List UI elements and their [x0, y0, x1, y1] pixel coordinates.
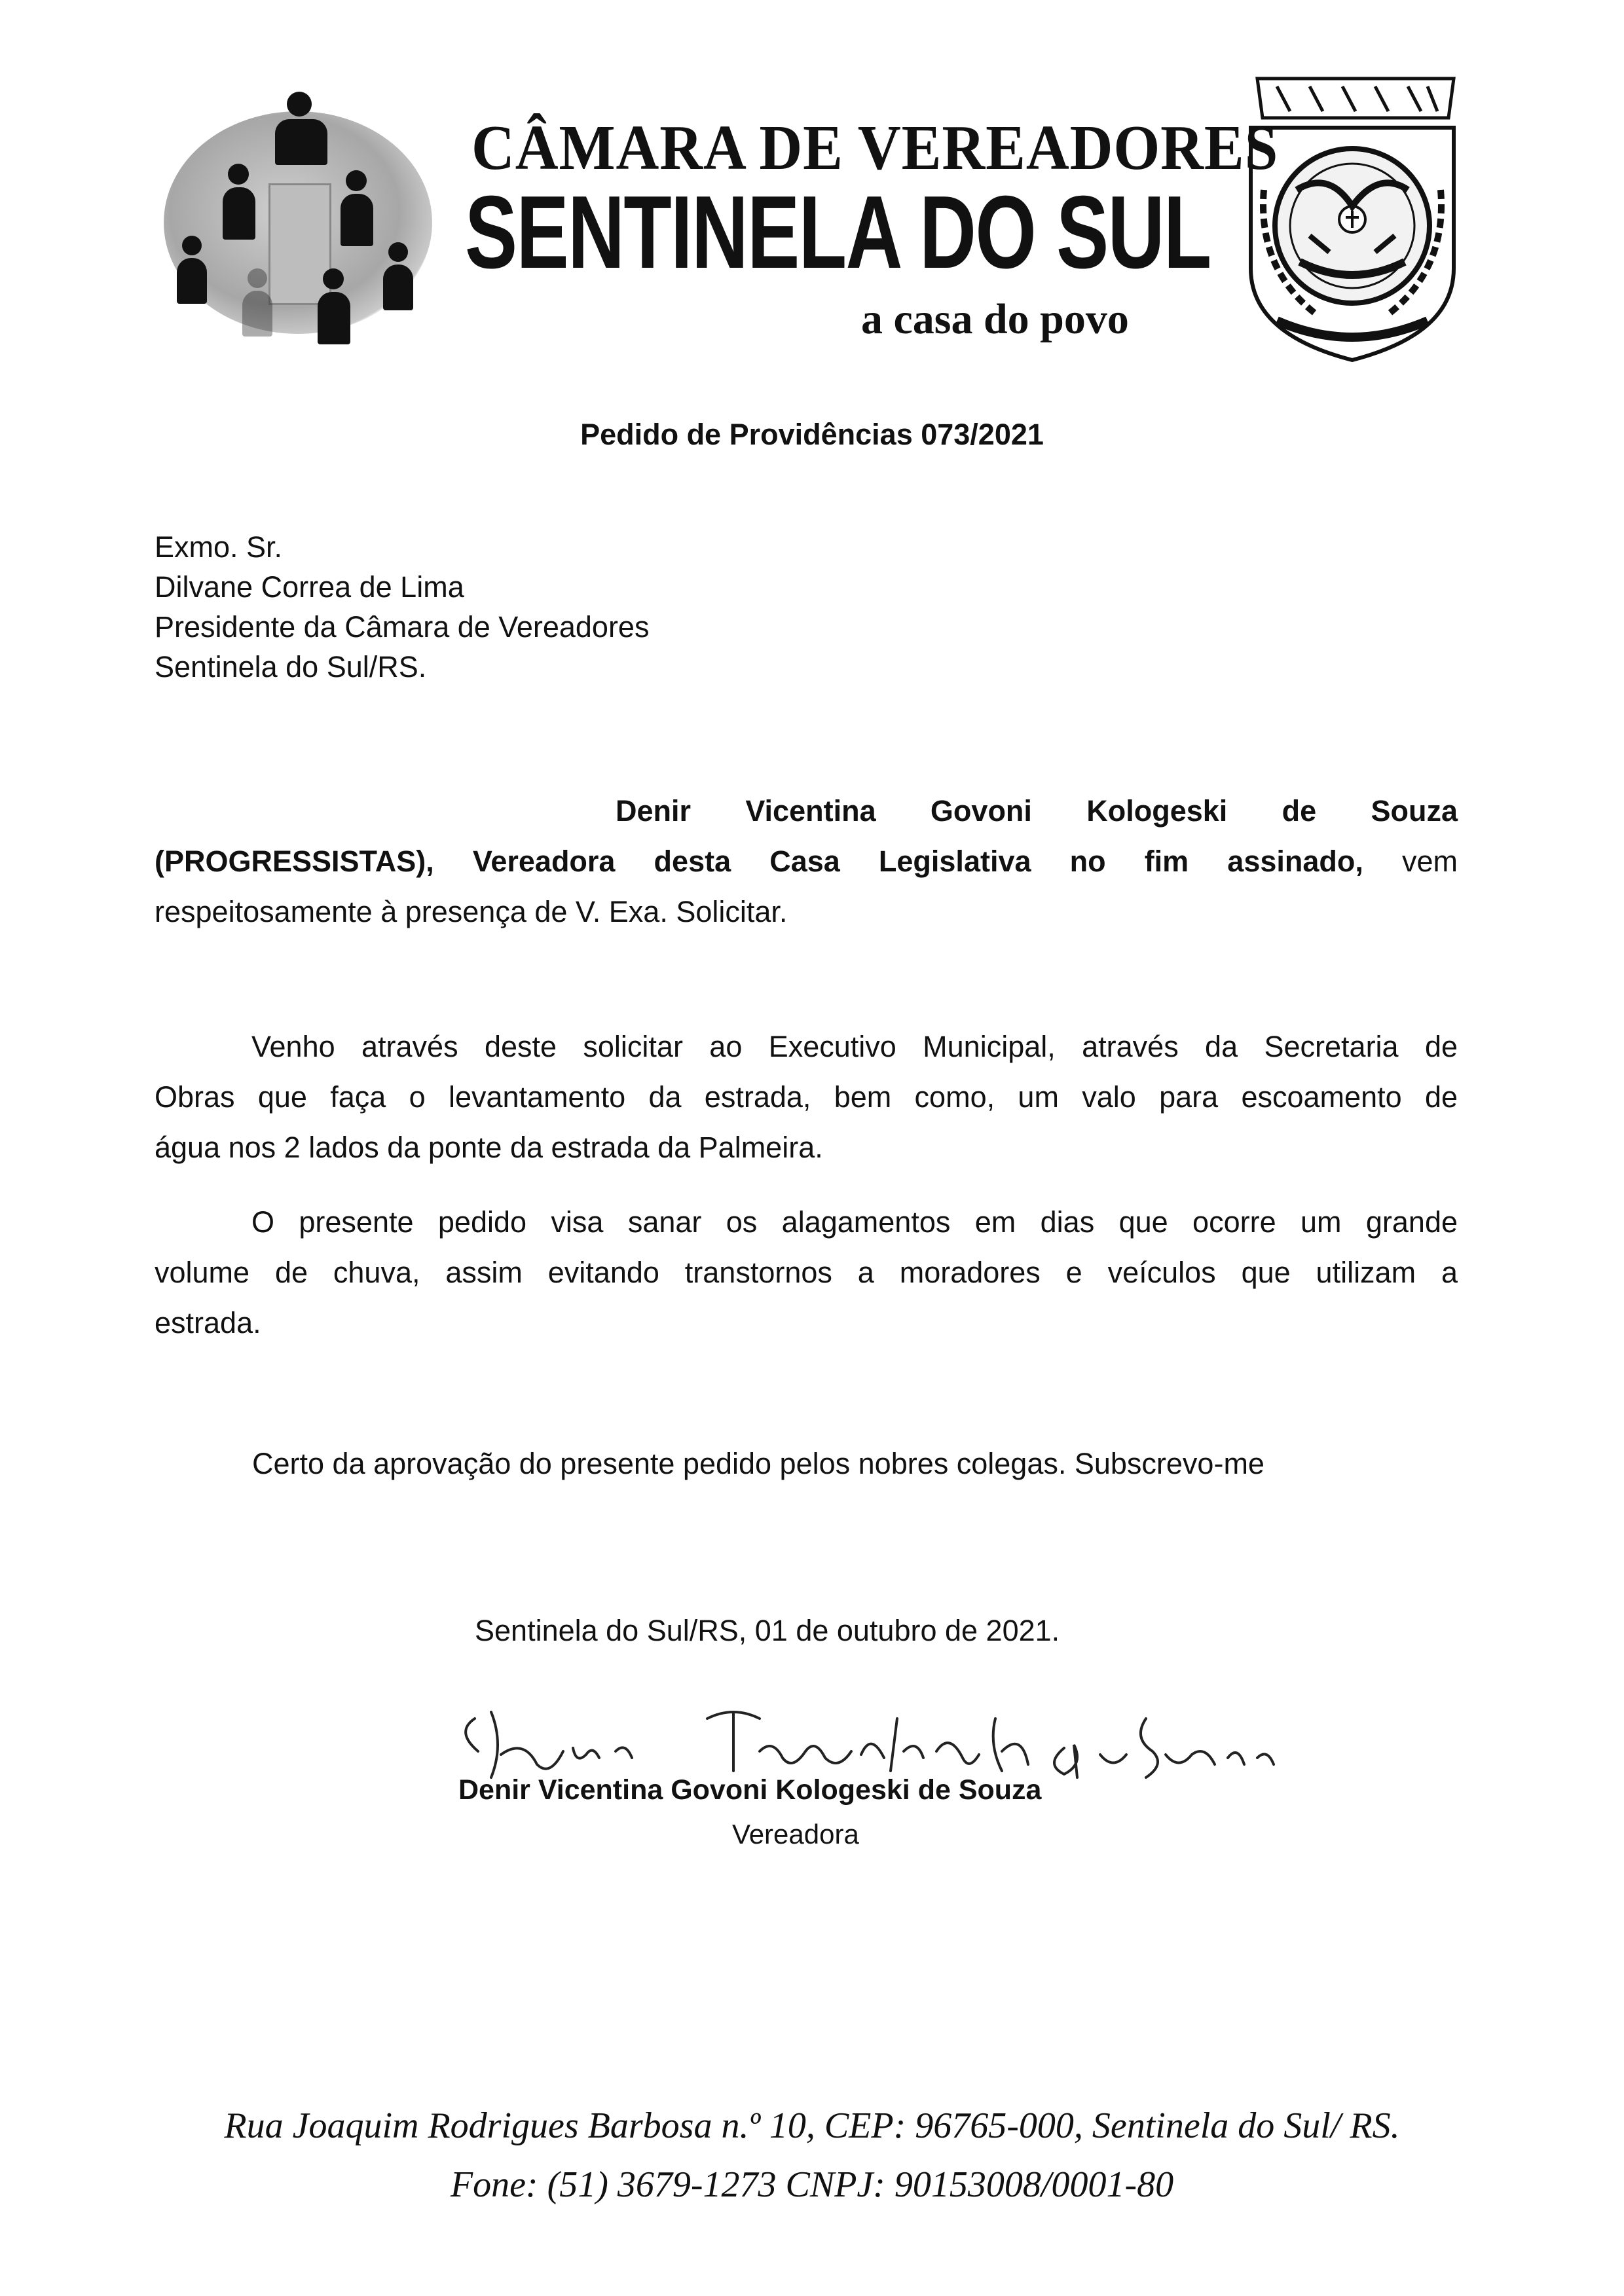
- closing-sentence: Certo da aprovação do presente pedido pelos nobres colegas. Subscrevo-me: [252, 1447, 1264, 1480]
- document-title: Pedido de Providências 073/2021: [580, 418, 1044, 451]
- recipient-block: [155, 527, 649, 687]
- request-line-1: Venho através deste solicitar ao Executivo Municipal, através da Secretaria de: [251, 1030, 1458, 1063]
- intro-line-3: respeitosamente à presença de V. Exa. Solicitar.: [155, 895, 788, 928]
- justification-line-3: estrada.: [155, 1306, 261, 1339]
- header-tagline: a casa do povo: [861, 295, 1129, 343]
- intro-author-name: Denir Vicentina Govoni Kologeski de Souza: [616, 794, 1458, 828]
- municipal-crest: [1238, 72, 1467, 373]
- header-title-line2: SENTINELA DO SUL: [465, 175, 1211, 290]
- recipient-location: Sentinela do Sul/RS.: [155, 650, 427, 683]
- recipient-position: Presidente da Câmara de Vereadores: [155, 610, 650, 644]
- footer-address: Rua Joaquim Rodrigues Barbosa n.º 10, CEP: 96765-000, Sentinela do Sul/ RS.: [224, 2105, 1400, 2146]
- intro-party-and-role: (PROGRESSISTAS), Vereadora desta Casa Legislativa no fim assinado,: [155, 845, 1363, 878]
- request-paragraph: [155, 1021, 1458, 1173]
- intro-paragraph: [155, 786, 1458, 937]
- recipient-salutation: Exmo. Sr.: [155, 530, 283, 564]
- request-line-2: Obras que faça o levantamento da estrada, bem como, um valo para escoamento de: [155, 1080, 1458, 1114]
- signer-role: Vereadora: [732, 1819, 859, 1850]
- signer-name: Denir Vicentina Govoni Kologeski de Souza: [458, 1774, 1042, 1806]
- document-date: Sentinela do Sul/RS, 01 de outubro de 2021.: [475, 1614, 1060, 1647]
- recipient-name: Dilvane Correa de Lima: [155, 570, 464, 604]
- footer-contact: Fone: (51) 3679-1273 CNPJ: 90153008/0001-80: [450, 2164, 1174, 2205]
- intro-line-2: [155, 836, 1458, 886]
- request-line-3: água nos 2 lados da ponte da estrada da Palmeira.: [155, 1131, 823, 1164]
- header-title-line1: CÂMARA DE VEREADORES: [471, 113, 1279, 183]
- justification-line-1: O presente pedido visa sanar os alagamentos em dias que ocorre um grande: [251, 1205, 1458, 1239]
- justification-paragraph: [155, 1197, 1458, 1348]
- justification-line-2: volume de chuva, assim evitando transtornos a moradores e veículos que utilizam a: [155, 1256, 1458, 1289]
- intro-line-2-end: vem: [1363, 845, 1458, 878]
- chamber-logo: [164, 92, 439, 354]
